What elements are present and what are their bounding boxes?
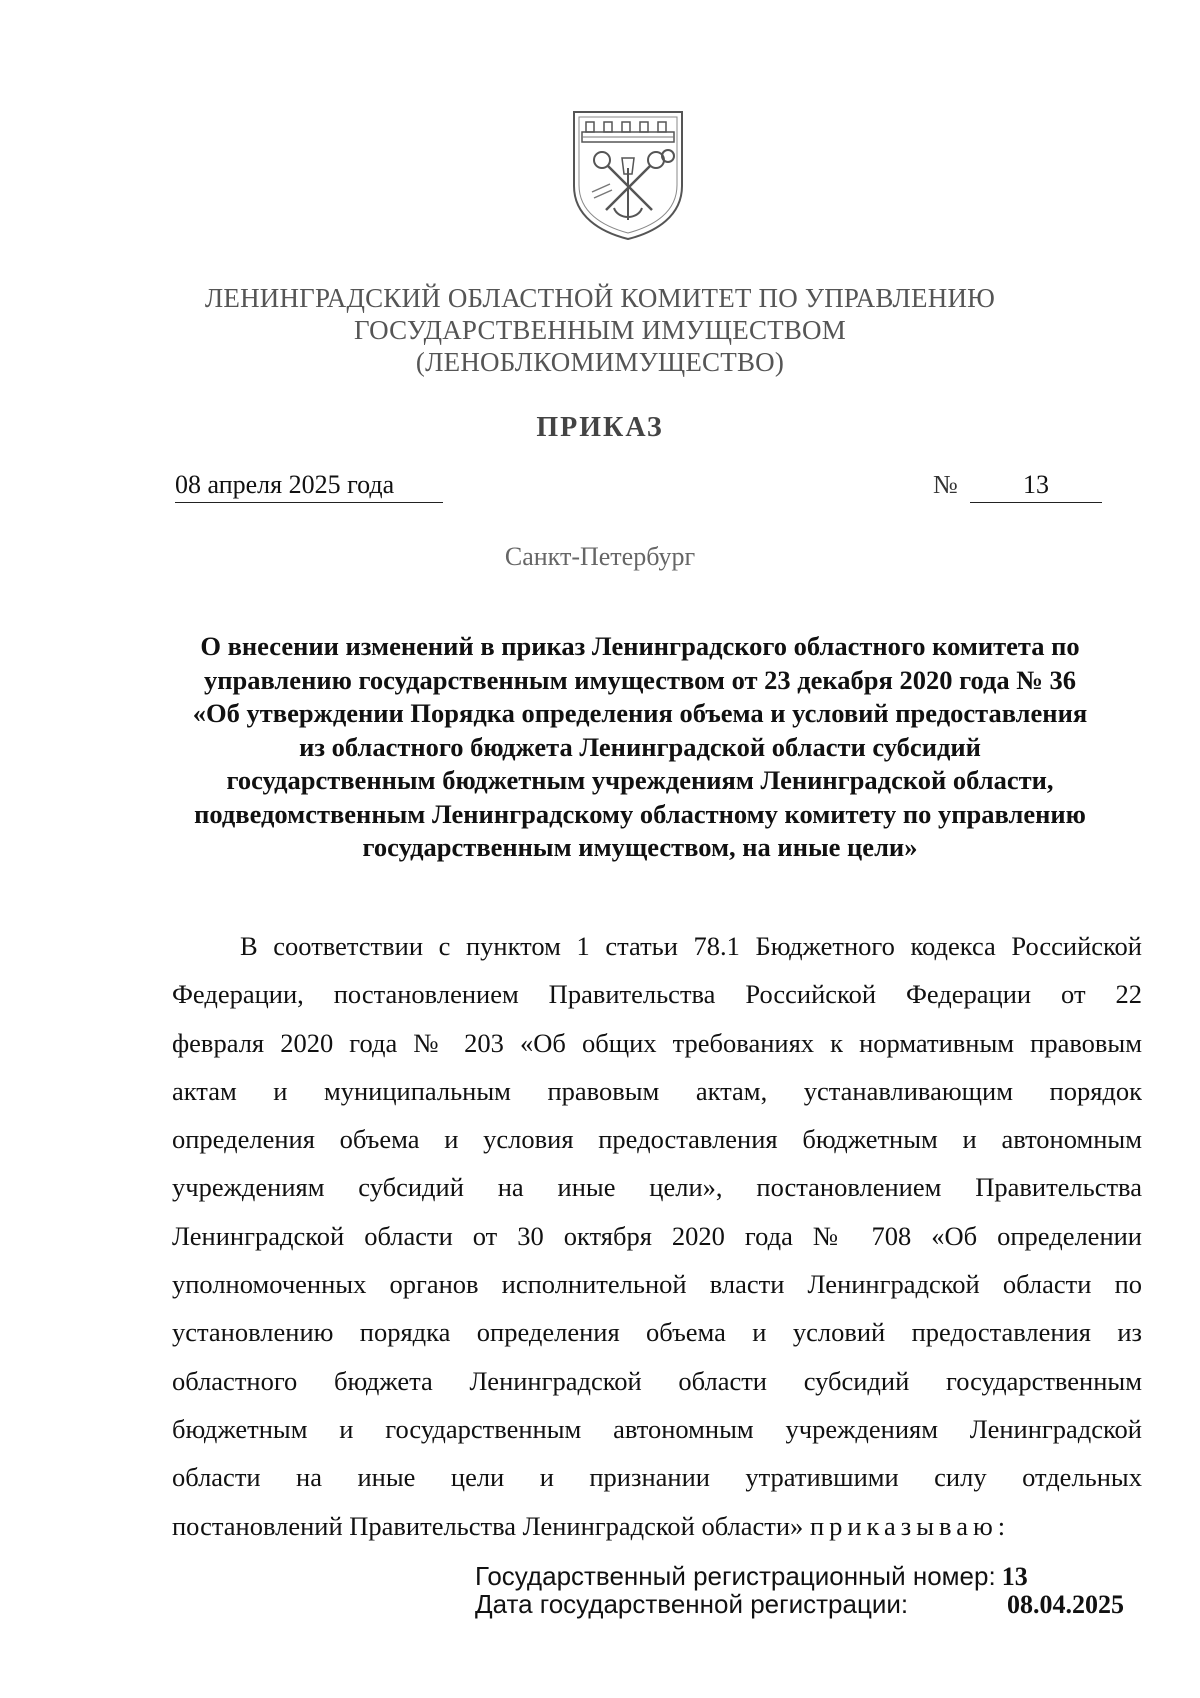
title-line: О внесении изменений в приказ Ленинградского областного комитета по bbox=[200, 631, 1080, 661]
body-line: актам и муниципальным правовым актам, устанавливающим порядок bbox=[172, 1075, 1142, 1106]
organization-name bbox=[150, 282, 1050, 378]
body-line: В соответствии с пунктом 1 статьи 78.1 Бюджетного кодекса Российской bbox=[240, 931, 1142, 961]
registration-number: 13 bbox=[1001, 1562, 1028, 1591]
body-line: установлению порядка определения объема и условий предоставления из bbox=[172, 1317, 1142, 1348]
body-line: Ленинградской области от 30 октября 2020 года № 708 «Об определении bbox=[172, 1220, 1142, 1251]
body-last-line bbox=[172, 1502, 1142, 1550]
title-line: из областного бюджета Ленинградской области субсидий bbox=[299, 731, 981, 762]
body-line: областного бюджета Ленинградской области субсидий государственным bbox=[172, 1365, 1142, 1396]
document-body bbox=[172, 922, 1142, 1550]
registration-stamp bbox=[475, 1563, 1135, 1619]
title-line: государственным бюджетным учреждениям Ленинградской области, bbox=[226, 765, 1054, 795]
title-line: «Об утверждении Порядка определения объема и условий предоставления bbox=[192, 698, 1088, 728]
document-city: Санкт-Петербург bbox=[504, 542, 696, 571]
body-line: определения объема и условия предоставления бюджетным и автономным bbox=[172, 1124, 1142, 1155]
registration-date-label: Дата государственной регистрации: bbox=[475, 1589, 909, 1619]
organization-name-line: ЛЕНИНГРАДСКИЙ ОБЛАСТНОЙ КОМИТЕТ ПО УПРАВЛЕНИЮ bbox=[204, 283, 996, 313]
title-line: подведомственным Ленинградскому областному комитету по управлению bbox=[194, 798, 1086, 829]
leningrad-oblast-coat-of-arms-icon bbox=[570, 108, 686, 242]
title-line: государственным имуществом, на иные цели» bbox=[362, 832, 918, 862]
order-verb: приказываю: bbox=[809, 1510, 1011, 1541]
registration-number-label: Государственный регистрационный номер: bbox=[475, 1561, 996, 1591]
body-line: области на иные цели и признании утратившими силу отдельных bbox=[172, 1462, 1142, 1493]
organization-name-line: ГОСУДАРСТВЕННЫМ ИМУЩЕСТВОМ bbox=[354, 315, 846, 345]
body-line: Федерации, постановлением Правительства Российской Федерации от 22 bbox=[172, 979, 1142, 1010]
title-line: управлению государственным имуществом от 23 декабря 2020 года № 36 bbox=[203, 664, 1077, 695]
body-line: уполномоченных органов исполнительной власти Ленинградской области по bbox=[172, 1269, 1142, 1300]
body-line: учреждениям субсидий на иные цели», постановлением Правительства bbox=[172, 1172, 1142, 1203]
body-line: бюджетным и государственным автономным учреждениям Ленинградской bbox=[172, 1413, 1142, 1444]
body-line-text: постановлений Правительства Ленинградской области» bbox=[172, 1510, 804, 1541]
document-title bbox=[150, 630, 1130, 865]
document-type: ПРИКАЗ bbox=[536, 412, 664, 443]
body-line: февраля 2020 года № 203 «Об общих требованиях к нормативным правовым bbox=[172, 1027, 1142, 1058]
organization-name-line: (ЛЕНОБЛКОМИМУЩЕСТВО) bbox=[415, 347, 785, 377]
document-number: 13 bbox=[970, 470, 1102, 503]
document-number-label: № bbox=[933, 470, 958, 499]
document-date: 08 апреля 2025 года bbox=[175, 470, 443, 503]
registration-date: 08.04.2025 bbox=[1007, 1590, 1124, 1619]
